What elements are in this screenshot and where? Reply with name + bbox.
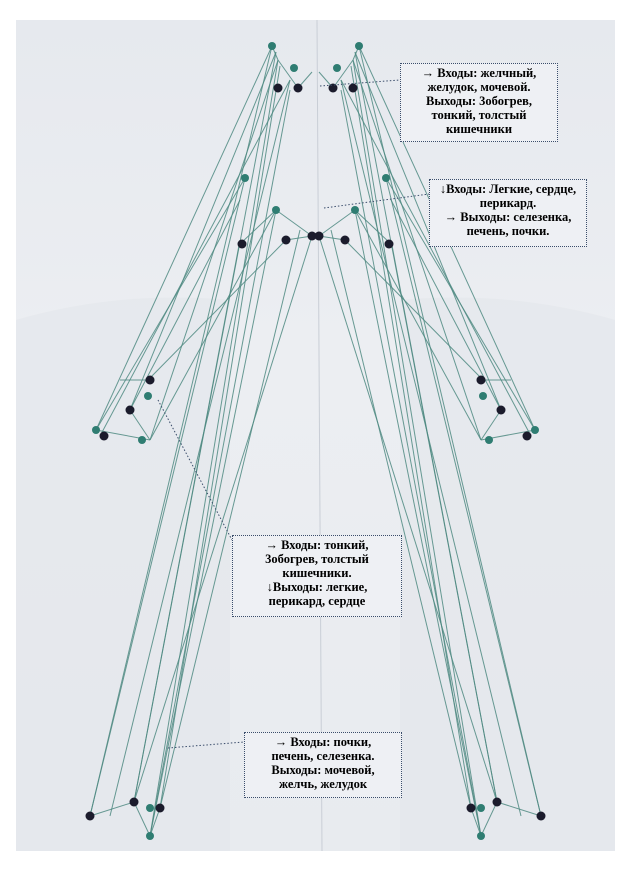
green-pin <box>477 804 485 812</box>
green-pin <box>351 206 359 214</box>
green-pin <box>268 42 276 50</box>
note-neck-line: тонкий, толстый <box>431 108 527 122</box>
note-arm-line: 3обогрев, толстый <box>265 552 369 566</box>
dark-pin <box>130 798 139 807</box>
dark-pin <box>497 406 506 415</box>
note-chest <box>429 179 587 247</box>
note-chest-line: ↓Входы: Легкие, сердце, <box>439 182 577 196</box>
note-neck-line: кишечники <box>445 122 513 136</box>
note-feet-line: → Входы: почки, <box>274 735 372 749</box>
note-arm-line: кишечники. <box>282 566 352 580</box>
dark-pin <box>467 804 476 813</box>
dark-pin <box>385 240 394 249</box>
string-line <box>319 210 355 236</box>
dark-pin <box>523 432 532 441</box>
dark-pin <box>238 240 247 249</box>
green-pin <box>355 42 363 50</box>
dark-pin <box>146 376 155 385</box>
green-pin <box>272 206 280 214</box>
green-pin <box>333 64 341 72</box>
green-pin <box>146 804 154 812</box>
dark-pin <box>329 84 338 93</box>
green-pin <box>477 832 485 840</box>
note-chest-line: → Выходы: селезенка, <box>444 210 572 224</box>
dark-pin <box>349 84 358 93</box>
dark-pin <box>100 432 109 441</box>
string-line <box>276 210 312 236</box>
green-pin <box>479 392 487 400</box>
note-neck-line: Выходы: 3обогрев, <box>425 94 533 108</box>
note-arm-line: → Входы: тонкий, <box>265 538 369 552</box>
green-pin <box>485 436 493 444</box>
dark-pin <box>282 236 291 245</box>
note-neck-line: желудок, мочевой. <box>427 80 531 94</box>
green-pin <box>531 426 539 434</box>
dark-pin <box>477 376 486 385</box>
dark-pin <box>341 236 350 245</box>
note-chest-line: перикард. <box>479 196 537 210</box>
dark-pin <box>294 84 303 93</box>
note-arm-line: перикард, сердце <box>268 594 366 608</box>
green-pin <box>138 436 146 444</box>
dark-pin <box>156 804 165 813</box>
green-pin <box>92 426 100 434</box>
dark-pin <box>537 812 546 821</box>
dark-pin <box>274 84 283 93</box>
green-pin <box>241 174 249 182</box>
note-neck <box>400 63 558 142</box>
string-figure <box>16 20 615 851</box>
note-arm-line: ↓Выходы: легкие, <box>266 580 368 594</box>
note-feet-line: желчь, желудок <box>278 777 368 791</box>
note-neck-line: → Входы: желчный, <box>421 66 537 80</box>
note-feet-line: Выходы: мочевой, <box>271 763 375 777</box>
center-fold <box>317 20 322 851</box>
note-feet <box>244 732 402 798</box>
meridian-photo <box>16 20 615 851</box>
dark-pin <box>315 232 324 241</box>
green-pin <box>290 64 298 72</box>
dark-pin <box>86 812 95 821</box>
green-pin <box>146 832 154 840</box>
note-chest-line: печень, почки. <box>466 224 550 238</box>
note-arm <box>232 535 402 617</box>
note-feet-line: печень, селезенка. <box>271 749 375 763</box>
dark-pin <box>493 798 502 807</box>
dark-pin <box>126 406 135 415</box>
green-pin <box>382 174 390 182</box>
green-pin <box>144 392 152 400</box>
